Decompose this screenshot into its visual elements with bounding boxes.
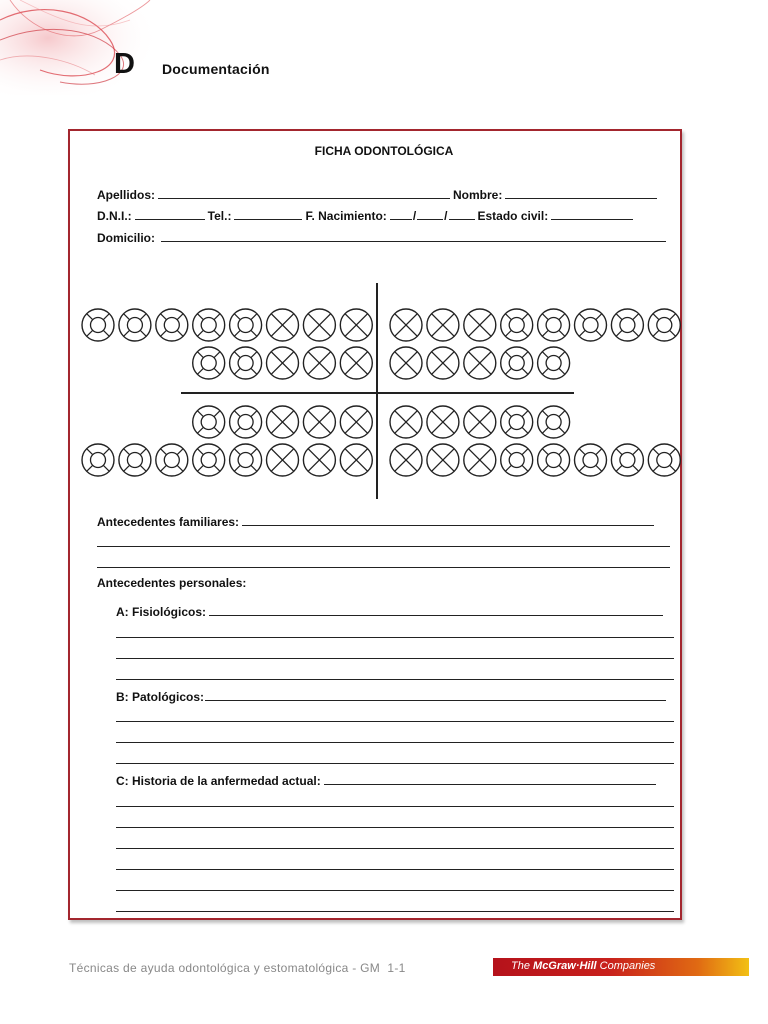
publisher-suffix: Companies bbox=[599, 960, 656, 972]
physiological-label: A: Fisiológicos: bbox=[116, 605, 206, 619]
personal-history-label: Antecedentes personales: bbox=[97, 576, 247, 590]
tooth-outer-lower-right-8[interactable] bbox=[648, 444, 680, 476]
tooth-inner-lower-left-4[interactable] bbox=[303, 406, 335, 438]
physiological-line-4[interactable] bbox=[116, 679, 674, 680]
tooth-outer-lower-right-5[interactable] bbox=[538, 444, 570, 476]
tooth-inner-lower-right-1[interactable] bbox=[390, 406, 422, 438]
tooth-outer-upper-left-2[interactable] bbox=[119, 309, 151, 341]
tooth-inner-upper-left-3[interactable] bbox=[267, 347, 299, 379]
tooth-inner-lower-right-4[interactable] bbox=[501, 406, 533, 438]
tooth-outer-lower-right-4[interactable] bbox=[501, 444, 533, 476]
current-illness-line-3[interactable] bbox=[116, 827, 674, 828]
tooth-outer-upper-left-1[interactable] bbox=[82, 309, 114, 341]
physiological-line-3[interactable] bbox=[116, 658, 674, 659]
current-illness-field[interactable] bbox=[324, 773, 656, 785]
tooth-inner-upper-left-2[interactable] bbox=[230, 347, 262, 379]
tooth-outer-lower-left-5[interactable] bbox=[230, 444, 262, 476]
current-illness-label: C: Historia de la anfermedad actual: bbox=[116, 774, 321, 788]
current-illness-line-4[interactable] bbox=[116, 848, 674, 849]
tooth-outer-lower-left-6[interactable] bbox=[267, 444, 299, 476]
publisher-logo-text bbox=[511, 960, 655, 972]
current-illness-line-2[interactable] bbox=[116, 806, 674, 807]
tooth-inner-lower-left-3[interactable] bbox=[267, 406, 299, 438]
date-separator-2: / bbox=[444, 209, 448, 223]
tooth-outer-upper-left-7[interactable] bbox=[303, 309, 335, 341]
tooth-inner-upper-right-5[interactable] bbox=[538, 347, 570, 379]
family-history-line-2[interactable] bbox=[97, 546, 670, 547]
tooth-outer-lower-right-2[interactable] bbox=[427, 444, 459, 476]
tooth-inner-upper-left-4[interactable] bbox=[303, 347, 335, 379]
family-history-field[interactable] bbox=[242, 514, 654, 526]
tooth-inner-upper-right-2[interactable] bbox=[427, 347, 459, 379]
tooth-inner-lower-left-1[interactable] bbox=[193, 406, 225, 438]
physiological-field[interactable] bbox=[209, 604, 663, 616]
tooth-outer-upper-left-4[interactable] bbox=[193, 309, 225, 341]
tooth-outer-lower-right-1[interactable] bbox=[390, 444, 422, 476]
tooth-outer-lower-left-1[interactable] bbox=[82, 444, 114, 476]
tooth-outer-upper-left-8[interactable] bbox=[340, 309, 372, 341]
tooth-outer-upper-right-2[interactable] bbox=[427, 309, 459, 341]
name-label: Nombre: bbox=[453, 188, 503, 202]
tooth-inner-lower-right-2[interactable] bbox=[427, 406, 459, 438]
tooth-inner-upper-left-1[interactable] bbox=[193, 347, 225, 379]
tooth-outer-upper-right-5[interactable] bbox=[538, 309, 570, 341]
pathological-row bbox=[116, 689, 666, 704]
tooth-inner-upper-right-1[interactable] bbox=[390, 347, 422, 379]
footer-book-title bbox=[69, 961, 406, 975]
publisher-logo bbox=[493, 958, 749, 976]
tooth-outer-lower-left-2[interactable] bbox=[119, 444, 151, 476]
form-title: FICHA ODONTOLÓGICA bbox=[314, 144, 454, 158]
tooth-outer-lower-left-4[interactable] bbox=[193, 444, 225, 476]
tooth-inner-upper-right-4[interactable] bbox=[501, 347, 533, 379]
footer-book-title-text: Técnicas de ayuda odontológica y estomatológica - GM bbox=[69, 961, 381, 975]
family-history-line-3[interactable] bbox=[97, 567, 670, 568]
pathological-line-2[interactable] bbox=[116, 721, 674, 722]
publisher-prefix: The bbox=[511, 960, 530, 972]
tooth-outer-upper-right-8[interactable] bbox=[648, 309, 680, 341]
tooth-inner-lower-right-5[interactable] bbox=[538, 406, 570, 438]
tooth-outer-lower-right-7[interactable] bbox=[611, 444, 643, 476]
civil-status-label: Estado civil: bbox=[477, 209, 549, 223]
tooth-outer-upper-left-3[interactable] bbox=[156, 309, 188, 341]
section-letter: D bbox=[114, 48, 135, 80]
family-history-row bbox=[97, 514, 654, 529]
pathological-label: B: Patológicos: bbox=[116, 690, 205, 704]
physiological-line-2[interactable] bbox=[116, 637, 674, 638]
surname-label: Apellidos: bbox=[97, 188, 156, 202]
pathological-field[interactable] bbox=[205, 689, 666, 701]
tooth-outer-upper-right-3[interactable] bbox=[464, 309, 496, 341]
pathological-line-4[interactable] bbox=[116, 763, 674, 764]
address-label: Domicilio: bbox=[97, 231, 156, 245]
tooth-outer-upper-right-1[interactable] bbox=[390, 309, 422, 341]
tel-label: Tel.: bbox=[207, 209, 232, 223]
birth-label: F. Nacimiento: bbox=[305, 209, 387, 223]
footer-page-number: 1-1 bbox=[387, 961, 406, 975]
tooth-outer-lower-right-6[interactable] bbox=[575, 444, 607, 476]
tooth-outer-upper-left-5[interactable] bbox=[230, 309, 262, 341]
date-separator-1: / bbox=[412, 209, 417, 223]
current-illness-line-7[interactable] bbox=[116, 911, 674, 912]
tooth-outer-upper-left-6[interactable] bbox=[267, 309, 299, 341]
tooth-inner-lower-left-2[interactable] bbox=[230, 406, 262, 438]
tooth-inner-lower-left-5[interactable] bbox=[340, 406, 372, 438]
pathological-line-3[interactable] bbox=[116, 742, 674, 743]
tooth-outer-lower-left-7[interactable] bbox=[303, 444, 335, 476]
physiological-row bbox=[116, 604, 663, 619]
current-illness-line-6[interactable] bbox=[116, 890, 674, 891]
publisher-name: McGraw·Hill bbox=[533, 960, 597, 972]
tooth-outer-upper-right-6[interactable] bbox=[575, 309, 607, 341]
dni-label: D.N.I.: bbox=[97, 209, 132, 223]
current-illness-line-5[interactable] bbox=[116, 869, 674, 870]
tooth-inner-lower-right-3[interactable] bbox=[464, 406, 496, 438]
tooth-outer-lower-left-3[interactable] bbox=[156, 444, 188, 476]
tooth-outer-upper-right-7[interactable] bbox=[611, 309, 643, 341]
tooth-inner-upper-right-3[interactable] bbox=[464, 347, 496, 379]
tooth-inner-upper-left-5[interactable] bbox=[340, 347, 372, 379]
section-title: Documentación bbox=[162, 61, 270, 77]
tooth-outer-upper-right-4[interactable] bbox=[501, 309, 533, 341]
tooth-outer-lower-left-8[interactable] bbox=[340, 444, 372, 476]
family-history-label: Antecedentes familiares: bbox=[97, 515, 240, 529]
current-illness-row bbox=[116, 773, 656, 788]
tooth-outer-lower-right-3[interactable] bbox=[464, 444, 496, 476]
